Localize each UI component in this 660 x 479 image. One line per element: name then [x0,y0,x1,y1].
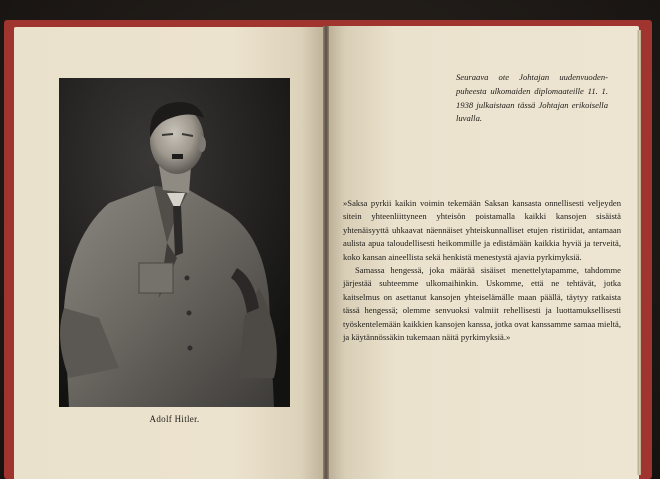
speech-paragraph-1: »Saksa pyrkii kaikin voimin tekemään Saksan kansasta onnellisesti veljeyden sitein yhteenliittyneen yhteisön poistamalla kaikki kansojen sisäistä yhtenäisyyttä uhkaavat näennäiset yhteiskunnalliset etujen ristiriidat, antamaan aulista apua taloudellisesti heikommille ja edistämään kaikkia hyviä ja terveitä, koko kansan aineellista sekä henkistä menestystä ajavia pyrkimyksiä. [343,198,621,262]
book-gutter [323,26,329,479]
portrait-photo [59,78,290,407]
photo-caption: Adolf Hitler. [149,414,200,424]
speech-paragraph-2: Samassa hengessä, joka määrää sisäiset menettelytapamme, tahdomme järjestää suhteemme ulkomaihinkin. Uskomme, että ne tehtävät, jotka kaitselmus on asettanut kansojen yhteiselämälle maan päällä, täytyy ratkaista tässä hengessä; olemme senvuoksi valmiit rehellisesti ja luottamuksellisesti työskentelemään kaikkien kansojen kanssa, jotka ovat kanssamme samaa mieltä, ja käytännössäkin tukemaan näitä pyrkimyksiä.» [343,265,621,343]
portrait-illustration [59,78,290,407]
speech-excerpt [343,197,621,344]
intro-note: Seuraava ote Johtajan uudenvuoden-puheesta ulkomaiden diplomaateille 11. 1. 1938 julkaistaan tässä Johtajan erikoisella luvalla. [456,72,608,124]
page-edges [637,30,641,475]
